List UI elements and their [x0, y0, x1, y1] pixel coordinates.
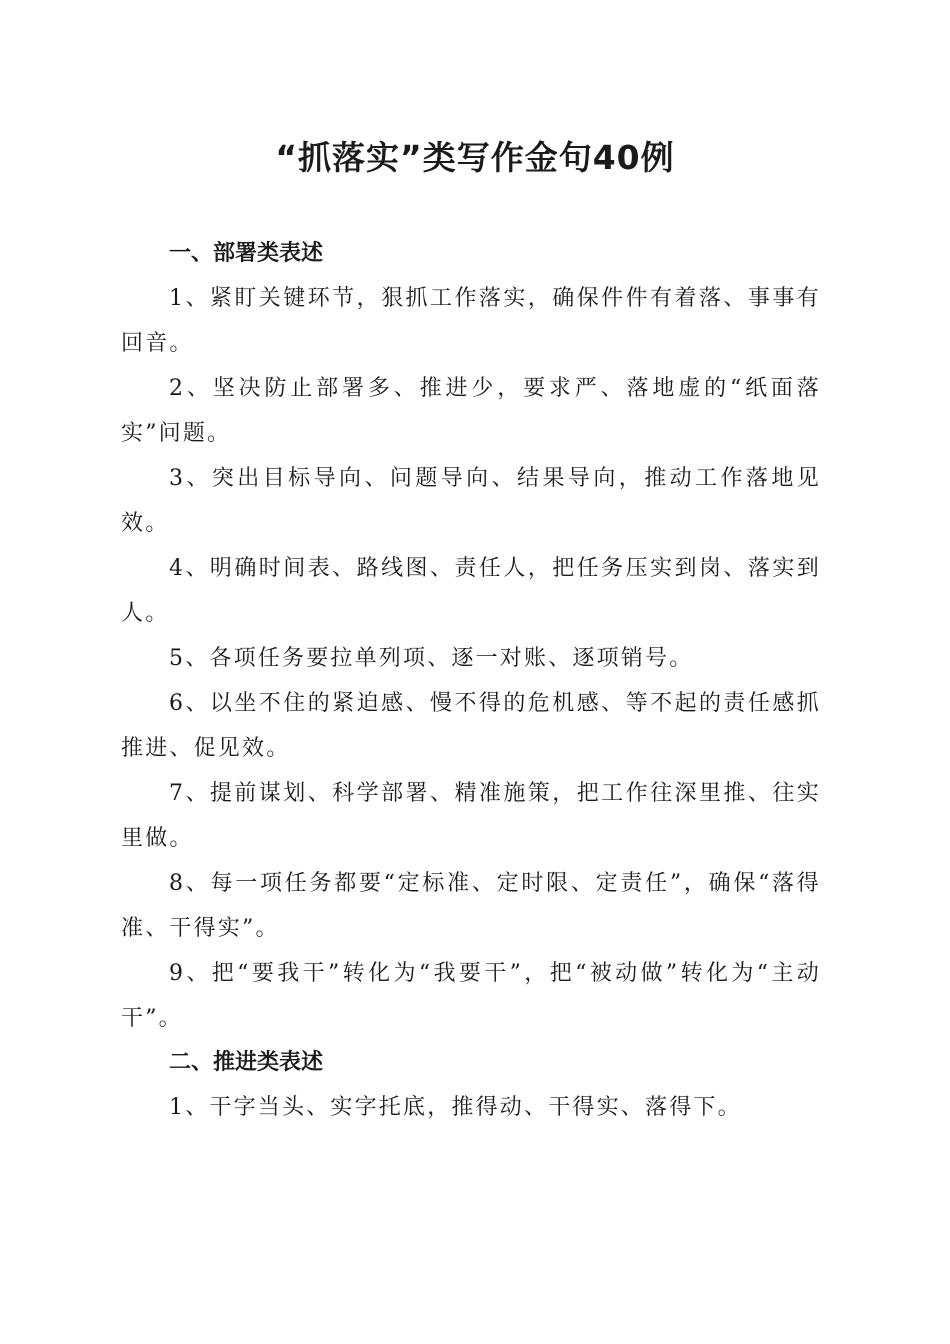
paragraph: 9、把“要我干”转化为“我要干”，把“被动做”转化为“主动干”。 — [121, 961, 821, 1031]
paragraph: 2、坚决防止部署多、推进少，要求严、落地虚的“纸面落实”问题。 — [121, 376, 821, 446]
paragraph: 7、提前谋划、科学部署、精准施策，把工作往深里推、往实里做。 — [121, 781, 821, 851]
paragraph: 5、各项任务要拉单列项、逐一对账、逐项销号。 — [169, 646, 694, 671]
paragraph: 3、突出目标导向、问题导向、结果导向，推动工作落地见效。 — [121, 466, 821, 536]
paragraph: 1、紧盯关键环节，狠抓工作落实，确保件件有着落、事事有回音。 — [121, 286, 821, 356]
paragraph: 8、每一项任务都要“定标准、定时限、定责任”，确保“落得准、干得实”。 — [121, 871, 821, 941]
section-heading-deployment: 一、部署类表述 — [169, 241, 324, 266]
document-title: “抓落实”类写作金句40例 — [275, 138, 675, 177]
paragraph: 6、以坐不住的紧迫感、慢不得的危机感、等不起的责任感抓推进、促见效。 — [121, 691, 821, 761]
paragraph: 4、明确时间表、路线图、责任人，把任务压实到岗、落实到人。 — [121, 556, 821, 626]
document-body — [121, 232, 821, 1130]
paragraph: 1、干字当头、实字托底，推得动、干得实、落得下。 — [169, 1095, 742, 1120]
section-heading-progress: 二、推进类表述 — [169, 1050, 324, 1075]
